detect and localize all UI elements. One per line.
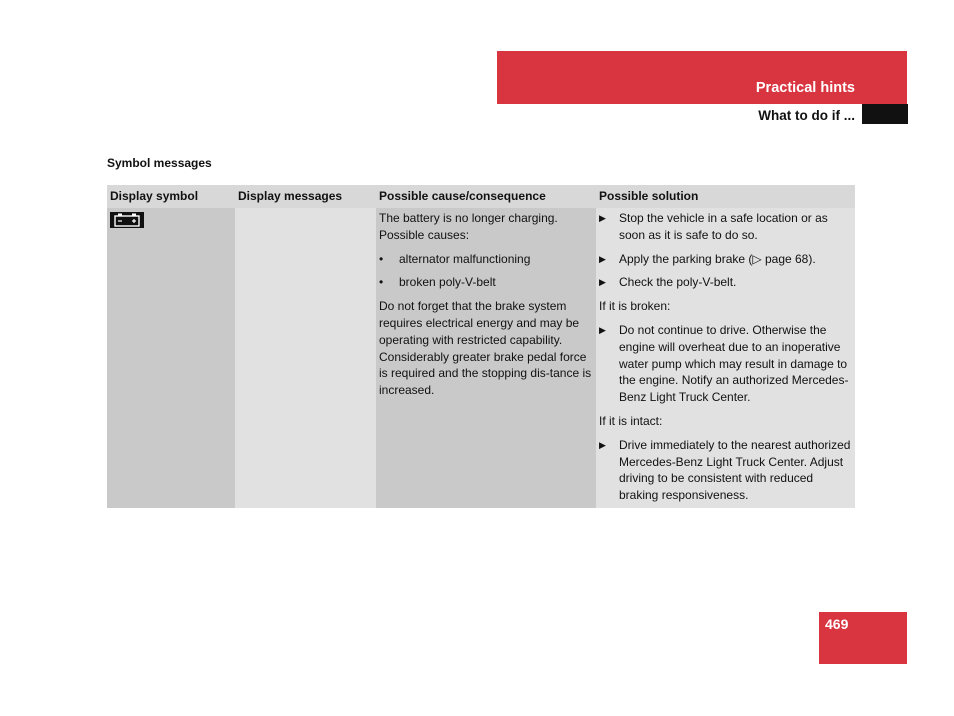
- page-heading: Symbol messages: [107, 156, 212, 170]
- list-item: [599, 210, 852, 244]
- cause-bullet-text: broken poly-V-belt: [399, 275, 496, 290]
- triangle-arrow-icon: ▶: [599, 253, 606, 264]
- triangle-arrow-icon: ▶: [599, 277, 606, 288]
- list-item: [379, 251, 593, 268]
- if-intact-label: If it is intact:: [599, 413, 663, 428]
- table-header: [107, 185, 855, 208]
- list-item: [599, 437, 852, 504]
- list-item: [599, 274, 852, 291]
- bullet-dot: •: [379, 275, 384, 290]
- solution-step-text: Apply the parking brake (▷ page 68).: [619, 251, 816, 266]
- section-banner: [497, 51, 907, 104]
- solution-step-text: Check the poly-V-belt.: [619, 275, 737, 290]
- solution-step-text: Do not continue to drive. Otherwise the engine will overheat due to an inoperative water pump which may result in damage to the engine. Notify an authorized Mercedes-Benz Light Truck Center.: [619, 322, 849, 405]
- solution-step-text: Drive immediately to the nearest authorized Mercedes-Benz Light Truck Center. Adjust driving to be consistent with reduced braking responsiveness.: [619, 437, 851, 503]
- symbol-messages-table: [107, 185, 855, 508]
- display-symbol-cell: [107, 208, 235, 508]
- page-number: 469: [825, 616, 849, 632]
- if-broken-label: If it is broken:: [599, 299, 671, 314]
- triangle-arrow-icon: ▶: [599, 213, 606, 223]
- list-item: [379, 274, 593, 291]
- cause-cell: [376, 208, 596, 508]
- triangle-arrow-icon: ▶: [599, 324, 606, 335]
- cause-bullet-text: alternator malfunctioning: [399, 251, 531, 266]
- column-header-solution: Possible solution: [599, 189, 699, 203]
- battery-icon: [110, 212, 144, 228]
- page-number-box: [819, 612, 907, 664]
- cause-intro: The battery is no longer charging. Possible causes:: [379, 211, 558, 242]
- column-header-display-symbol: Display symbol: [110, 189, 199, 203]
- triangle-arrow-icon: ▶: [599, 439, 606, 450]
- cause-outro: Do not forget that the brake system requires electrical energy and may be operating with restricted capability. Considerably greater brake pedal force is required and the stopping dis-tance is increased.: [379, 299, 592, 398]
- chapter-tab-marker: [862, 104, 908, 124]
- column-header-display-messages: Display messages: [238, 189, 343, 203]
- table-row: [107, 208, 855, 508]
- list-item: [599, 322, 852, 406]
- display-message-cell: [235, 208, 376, 508]
- solution-step-text: Stop the vehicle in a safe location or as soon as it is safe to do so.: [619, 211, 828, 242]
- column-header-cause: Possible cause/consequence: [379, 189, 546, 203]
- bullet-dot: •: [379, 251, 384, 266]
- solution-cell: [596, 208, 855, 508]
- list-item: [599, 251, 852, 268]
- section-title: Practical hints: [755, 80, 855, 96]
- subsection-title: What to do if ...: [758, 108, 855, 123]
